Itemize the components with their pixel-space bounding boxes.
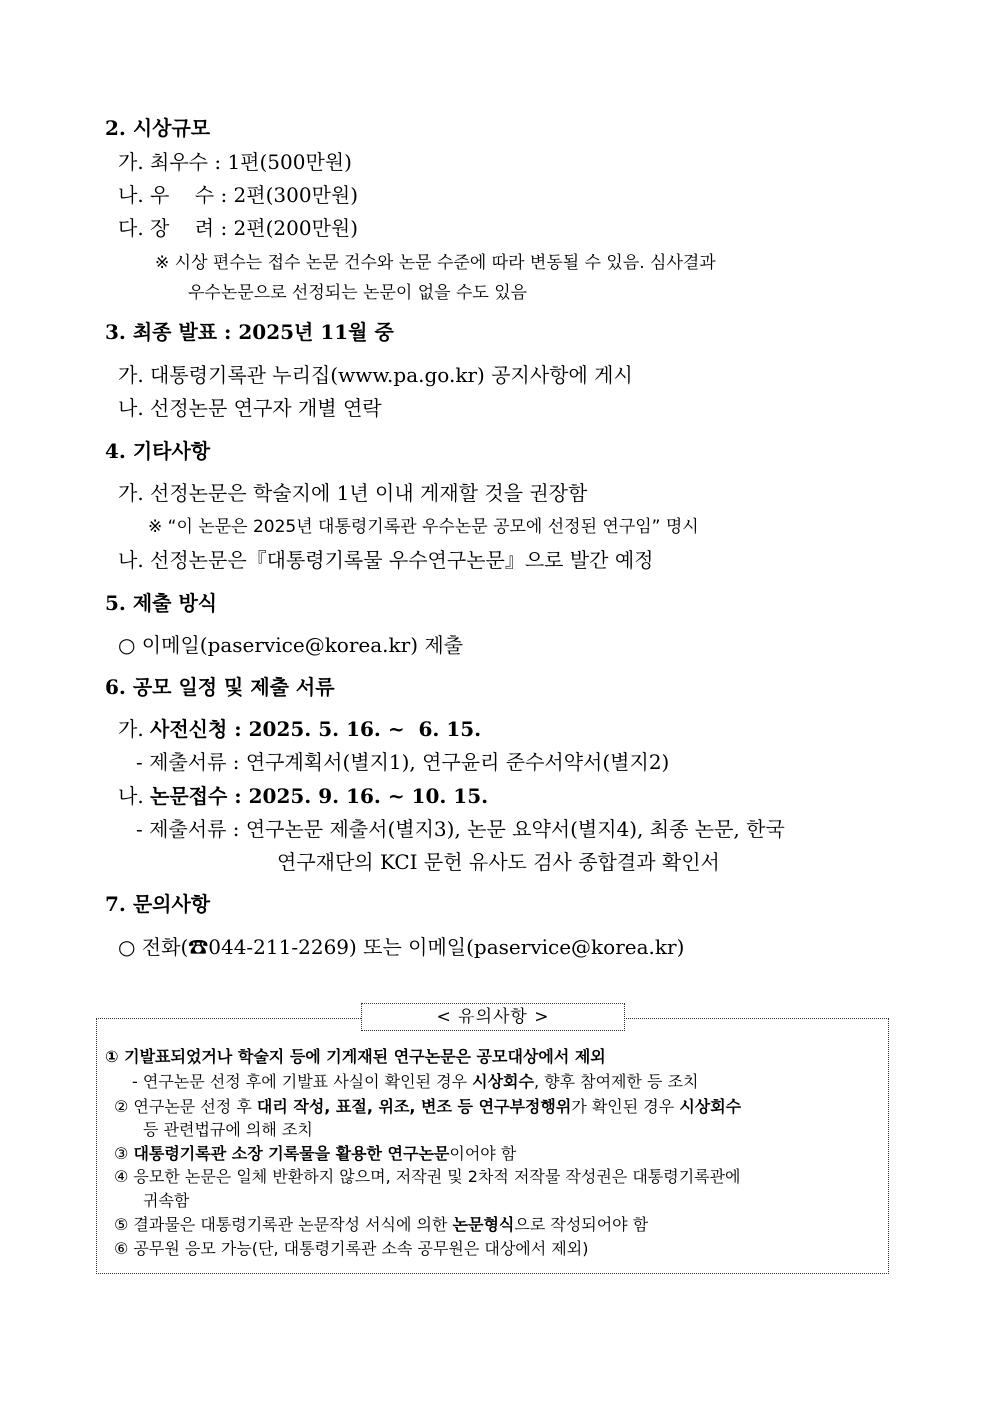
s6-item-a-docs: - 제출서류 : 연구계획서(별지1), 연구윤리 준수서약서(별지2) — [136, 750, 670, 774]
notice-item-5 — [114, 1214, 648, 1236]
s4-item-1: 가. 선정논문은 학술지에 1년 이내 게재할 것을 권장함 — [118, 481, 588, 505]
notice-title: < 유의사항 > — [361, 1003, 625, 1031]
s5-item: ○ 이메일(paservice@korea.kr) 제출 — [118, 633, 464, 657]
notice-item-4: ④ 응모한 논문은 일체 반환하지 않으며, 저작권 및 2차적 저작물 작성권은 대통령기록관에 — [114, 1167, 741, 1186]
notice-item-1-sub-b: 시상회수 — [472, 1072, 534, 1091]
s2-note-line-1: ※ 시상 편수는 접수 논문 건수와 논문 수준에 따라 변동될 수 있음. 심사결과 — [155, 253, 716, 273]
notice-item-2-b: 대리 작성, 표절, 위조, 변조 등 연구부정행위 — [256, 1097, 572, 1116]
notice-item-2-a: ② 연구논문 선정 후 — [114, 1097, 257, 1116]
s2-item-3: 다. 장 려 : 2편(200만원) — [118, 216, 359, 240]
notice-item-1-sub — [132, 1071, 699, 1093]
s7-item: ○ 전화(☎044-211-2269) 또는 이메일(paservice@korea.kr) — [118, 935, 685, 959]
s6-item-b-docs-1: - 제출서류 : 연구논문 제출서(별지3), 논문 요약서(별지4), 최종 논문, 한국 — [136, 817, 785, 841]
s4-item-2: 나. 선정논문은『대통령기록물 우수연구논문』으로 발간 예정 — [118, 548, 654, 572]
notice-item-1: ① 기발표되었거나 학술지 등에 기게재된 연구논문은 공모대상에서 제외 — [105, 1047, 606, 1066]
notice-item-3 — [114, 1143, 516, 1165]
section-5-heading: 5. 제출 방식 — [105, 591, 218, 615]
s4-note: ※ “이 논문은 2025년 대통령기록관 우수논문 공모에 선정된 연구임” 명시 — [148, 517, 699, 537]
s2-item-2: 나. 우 수 : 2편(300만원) — [118, 183, 359, 207]
s3-item-1: 가. 대통령기록관 누리집(www.pa.go.kr) 공지사항에 게시 — [118, 363, 633, 387]
notice-item-3-b: 대통령기록관 소장 기록물을 활용한 연구논문 — [133, 1144, 450, 1163]
s6-item-a-schedule: 사전신청 : 2025. 5. 16. ~ 6. 15. — [150, 717, 482, 741]
section-3-heading: 3. 최종 발표 : 2025년 11월 중 — [105, 320, 394, 344]
notice-item-2-c: 가 확인된 경우 — [571, 1097, 680, 1116]
section-2-heading: 2. 시상규모 — [105, 116, 211, 140]
notice-item-5-b: 논문형식 — [452, 1215, 515, 1234]
section-4-heading: 4. 기타사항 — [105, 439, 211, 463]
s6-item-b-prefix: 나. — [118, 784, 151, 808]
section-6-heading: 6. 공모 일정 및 제출 서류 — [105, 675, 335, 699]
s6-item-b-schedule: 논문접수 : 2025. 9. 16. ~ 10. 15. — [150, 784, 489, 808]
notice-item-3-c: 이어야 함 — [449, 1144, 517, 1163]
s2-item-1: 가. 최우수 : 1편(500만원) — [118, 150, 352, 174]
notice-item-5-a: ⑤ 결과물은 대통령기록관 논문작성 서식에 의한 — [114, 1215, 453, 1234]
notice-item-2-d: 시상회수 — [679, 1097, 742, 1116]
notice-item-6: ⑥ 공무원 응모 가능(단, 대통령기록관 소속 공무원은 대상에서 제외) — [114, 1239, 589, 1258]
notice-item-1-sub-c: , 향후 참여제한 등 조치 — [533, 1072, 699, 1091]
s6-item-a — [118, 716, 481, 742]
notice-item-1-sub-a: - 연구논문 선정 후에 기발표 사실이 확인된 경우 — [132, 1072, 473, 1091]
notice-item-2 — [114, 1096, 741, 1118]
notice-item-5-c: 으로 작성되어야 함 — [514, 1215, 649, 1234]
notice-item-3-a: ③ — [114, 1144, 134, 1163]
notice-item-4-cont: 귀속함 — [143, 1191, 190, 1210]
s6-item-b-docs-2: 연구재단의 KCI 문헌 유사도 검사 종합결과 확인서 — [277, 850, 720, 874]
s6-item-b — [118, 783, 488, 809]
section-7-heading: 7. 문의사항 — [105, 892, 211, 916]
notice-item-2-cont: 등 관련법규에 의해 조치 — [143, 1120, 313, 1139]
s2-note-line-2: 우수논문으로 선정되는 논문이 없을 수도 있음 — [188, 283, 528, 303]
s6-item-a-prefix: 가. — [118, 717, 151, 741]
s3-item-2: 나. 선정논문 연구자 개별 연락 — [118, 396, 382, 420]
